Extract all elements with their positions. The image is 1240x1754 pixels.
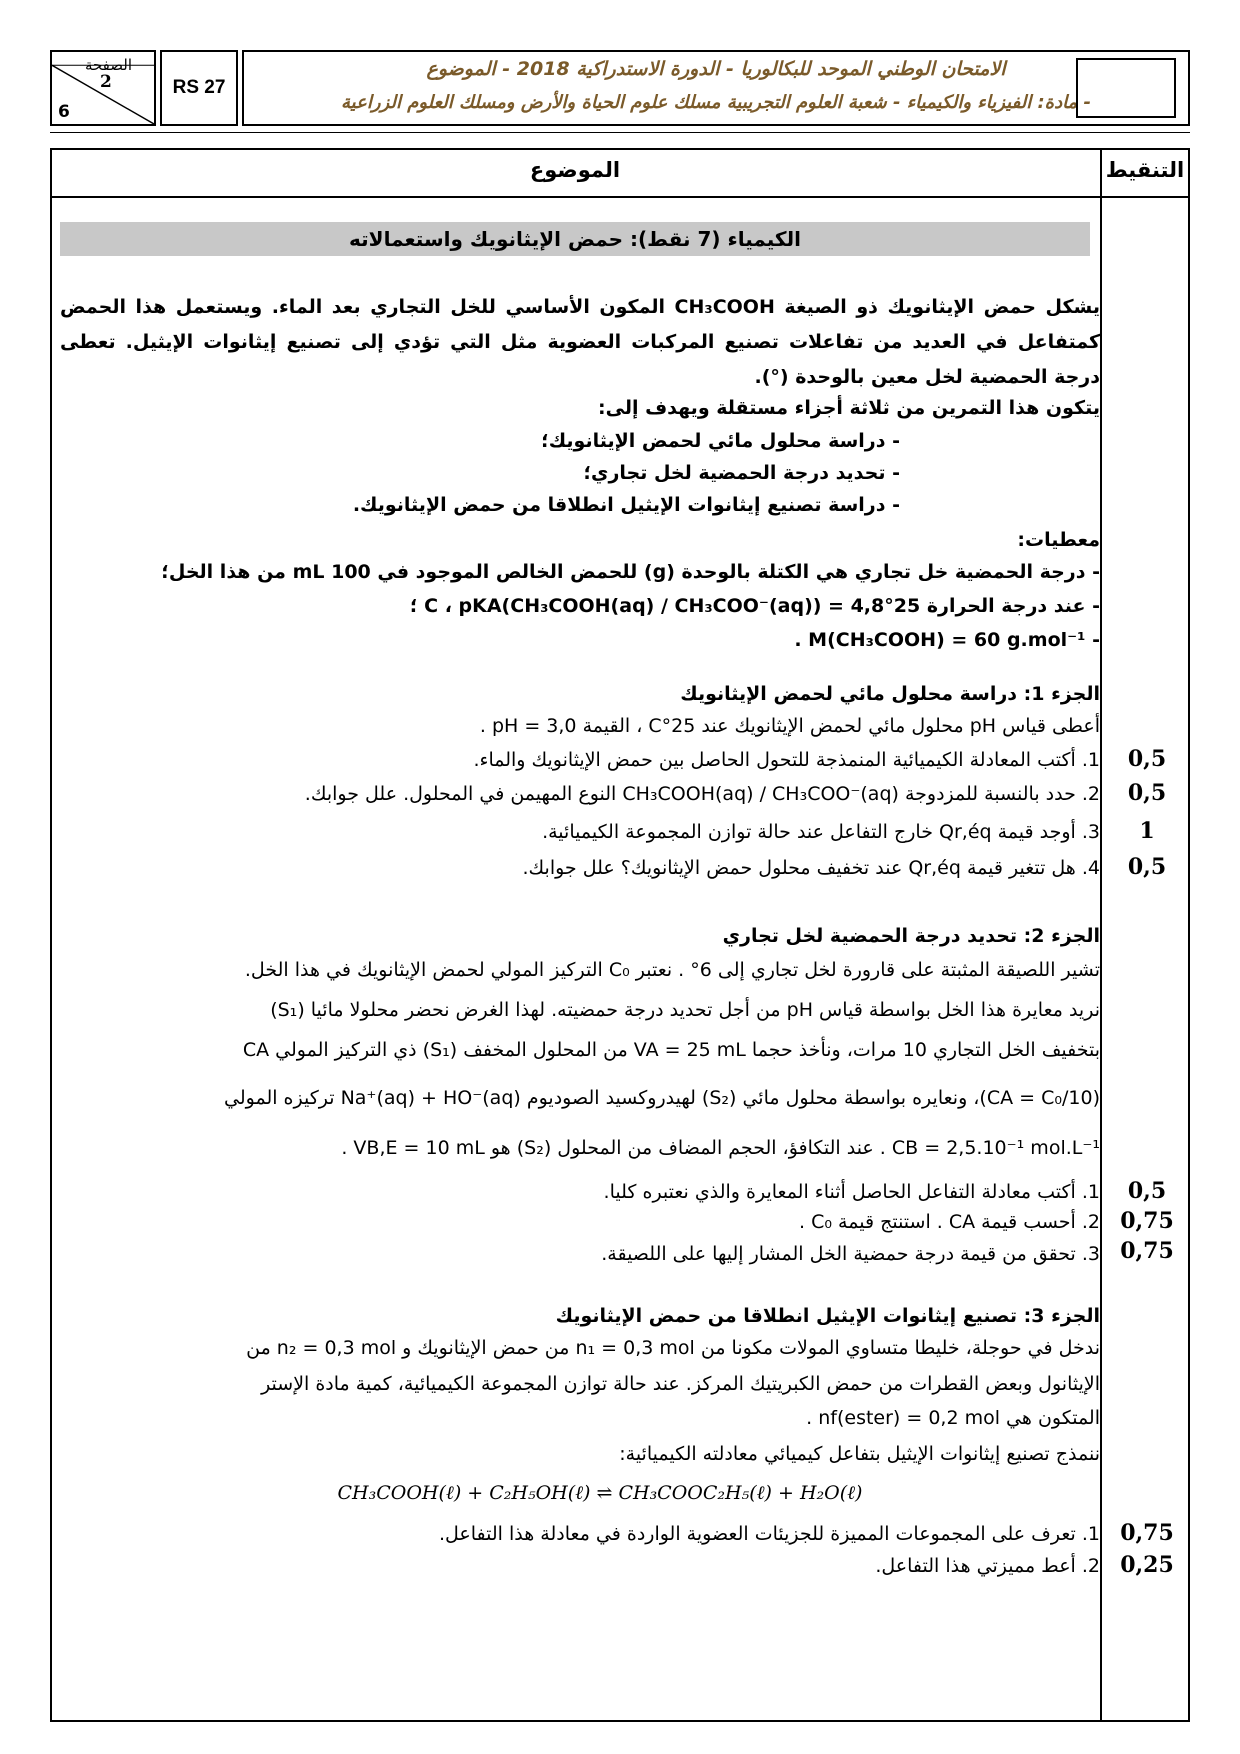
part1-question-3: 3. أوجد قيمة Qr,éq خارج التفاعل عند حالة توازن المجموعة الكيميائية. (542, 821, 1100, 843)
part1-title: الجزء 1: دراسة محلول مائي لحمض الإيثانويك (680, 683, 1100, 705)
part2-line-5: CB = 2,5.10⁻¹ mol.L⁻¹ . عند التكافؤ، الحجم المضاف من المحلول (S₂) هو VB,E = 10 mL . (341, 1137, 1100, 1159)
data-item-3: - M(CH₃COOH) = 60 g.mol⁻¹ . (794, 629, 1100, 651)
subject-column-header: الموضوع (529, 158, 621, 182)
grade-column-header: التنقيط (1105, 158, 1185, 182)
part1-question-1: 1. أكتب المعادلة الكيميائية المنمذجة للتحول الحاصل بين حمض الإيثانويك والماء. (473, 749, 1100, 771)
page-number: 2 (100, 72, 112, 92)
part2-question-3: 3. تحقق من قيمة درجة حمضية الخل المشار إليها على اللصيقة. (601, 1243, 1100, 1265)
page-label: الصفحة (84, 56, 132, 74)
header-row-divider (50, 196, 1190, 198)
aim-2: - تحديد درجة الحمضية لخل تجاري؛ (583, 462, 900, 484)
grade-column-divider (1100, 148, 1102, 1722)
part2-line-3: بتخفيف الخل التجاري 10 مرات، ونأخذ حجما VA = 25 mL من المحلول المخفف (S₁) ذي التركيز المولي CA (242, 1039, 1100, 1061)
exam-title-box (242, 50, 1190, 126)
part3-question-1: 1. تعرف على المجموعات المميزة للجزيئات العضوية الواردة في معادلة هذا التفاعل. (438, 1523, 1100, 1545)
aims-title: يتكون هذا التمرين من ثلاثة أجزاء مستقلة ويهدف إلى: (598, 397, 1100, 419)
part2-question-2: 2. أحسب قيمة CA . استنتج قيمة C₀ . (799, 1211, 1100, 1233)
part3-line-3: المتكون هي nf(ester) = 0,2 mol . (806, 1407, 1100, 1429)
part3-line-2: الإيثانول وبعض القطرات من حمض الكبريتيك المركز. عند حالة توازن المجموعة الكيميائية، كمية مادة الإستر (261, 1373, 1100, 1395)
part1-grade-1: 0,5 (1127, 746, 1167, 772)
part2-question-1: 1. أكتب معادلة التفاعل الحاصل أثناء المعايرة والذي نعتبره كليا. (603, 1181, 1100, 1203)
part1-question-2: 2. حدد بالنسبة للمزدوجة CH₃COOH(aq) / CH₃COO⁻(aq) النوع المهيمن في المحلول. علل جوابك. (304, 783, 1100, 805)
part3-line-1: ندخل في حوجلة، خليطا متساوي المولات مكونا من n₁ = 0,3 mol من حمض الإيثانويك و n₂ = 0,3 mol من (246, 1337, 1100, 1359)
part1-grade-4: 0,5 (1127, 854, 1167, 880)
part1-grade-3: 1 (1139, 818, 1155, 844)
aim-1: - دراسة محلول مائي لحمض الإيثانويك؛ (541, 430, 900, 452)
part1-intro: أعطى قياس pH محلول مائي لحمض الإيثانويك عند 25°C ، القيمة pH = 3,0 . (479, 715, 1100, 737)
part3-title: الجزء 3: تصنيع إيثانوات الإيثيل انطلاقا من حمض الإيثانويك (555, 1305, 1100, 1327)
part2-title: الجزء 2: تحديد درجة الحمضية لخل تجاري (722, 925, 1100, 947)
part3-question-2: 2. أعط مميزتي هذا التفاعل. (875, 1555, 1100, 1577)
intro-paragraph: يشكل حمض الإيثانويك ذو الصيغة CH₃COOH المكون الأساسي للخل التجاري بعد الماء. ويستعمل هذا الحمض كمتفاعل في العديد من تفاعلات تصنيع المركبات العضوية مثل التي تؤدي إلى تصنيع إيثانوات الإيثيل. تعطى درجة الحمضية لخل معين بالوحدة (°). (60, 296, 1100, 388)
exam-title-line1: الامتحان الوطني الموحد للبكالوريا - الدورة الاستدراكية 2018 - الموضوع (426, 58, 1006, 80)
section-banner: الكيمياء (7 نقط): حمض الإيثانويك واستعمالاته (60, 222, 1090, 256)
data-title: معطيات: (1017, 529, 1100, 551)
reaction-equation: CH₃COOH(ℓ) + C₂H₅OH(ℓ) ⇌ CH₃COOC₂H₅(ℓ) + H₂O(ℓ) (337, 1482, 863, 1504)
data-item-2: - عند درجة الحرارة 25°C ، pKA(CH₃COOH(aq) / CH₃COO⁻(aq)) = 4,8 ؛ (409, 595, 1100, 617)
part1-grade-2: 0,5 (1127, 780, 1167, 806)
page-total: 6 (58, 102, 70, 122)
part2-grade-3: 0,75 (1120, 1238, 1174, 1264)
part2-line-2: نريد معايرة هذا الخل بواسطة قياس pH من أجل تحديد درجة حمضيته. لهذا الغرض نحضر محلولا مائيا (S₁) (270, 999, 1100, 1021)
page-number-box (50, 50, 156, 126)
part2-line-1: تشير اللصيقة المثبتة على قارورة لخل تجاري إلى 6° . نعتبر C₀ التركيز المولي لحمض الإيثانويك في هذا الخل. (244, 959, 1100, 981)
candidate-box (1076, 58, 1176, 118)
part3-line-4: ننمذج تصنيع إيثانوات الإيثيل بتفاعل كيميائي معادلته الكيميائية: (619, 1443, 1100, 1465)
part3-grade-2: 0,25 (1120, 1552, 1174, 1578)
exam-title-line2: - مادة: الفيزياء والكيمياء - شعبة العلوم التجريبية مسلك علوم الحياة والأرض ومسلك العلوم الزراعية (341, 92, 1091, 113)
data-item-1: - درجة الحمضية خل تجاري هي الكتلة بالوحدة (g) للحمض الخالص الموجود في 100 mL من هذا الخل؛ (161, 561, 1100, 583)
part2-grade-2: 0,75 (1120, 1208, 1174, 1234)
part1-question-4: 4. هل تتغير قيمة Qr,éq عند تخفيف محلول حمض الإيثانويك؟ علل جوابك. (522, 857, 1100, 879)
header-rule (50, 132, 1190, 133)
part3-grade-1: 0,75 (1120, 1520, 1174, 1546)
part2-line-4: (CA = C₀/10)، ونعايره بواسطة محلول مائي (S₂) لهيدروكسيد الصوديوم Na⁺(aq) + HO⁻(aq) تركيزه المولي (224, 1087, 1100, 1109)
exam-code: RS 27 (160, 50, 238, 126)
aim-3: - دراسة تصنيع إيثانوات الإيثيل انطلاقا من حمض الإيثانويك. (352, 494, 900, 516)
part2-grade-1: 0,5 (1127, 1178, 1167, 1204)
